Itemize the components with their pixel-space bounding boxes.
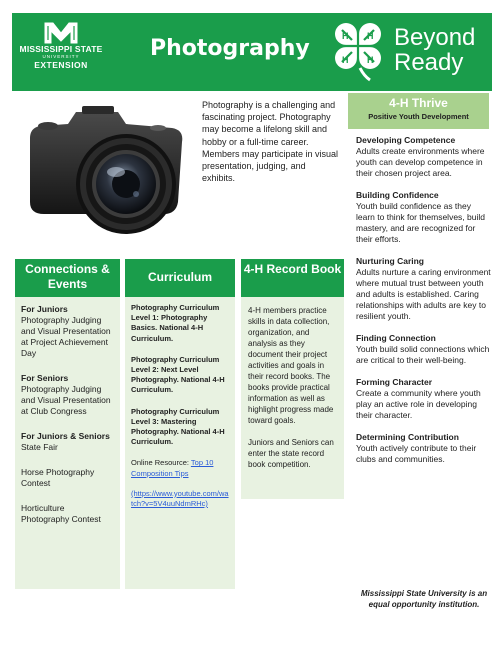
connection-section-juniors-seniors	[21, 431, 115, 453]
thrive-item-title: Nurturing Caring	[356, 256, 424, 266]
curriculum-heading: Curriculum	[125, 259, 235, 297]
equal-opportunity-note: Mississippi State University is an equal opportunity institution.	[360, 589, 488, 609]
page-title: Photography	[150, 36, 310, 61]
section-text: Photography Judging and Visual Presentation at Club Congress	[21, 384, 111, 416]
beyond-ready-brand	[394, 25, 475, 75]
thrive-heading-box	[348, 93, 489, 129]
msu-m-logo-icon	[43, 19, 79, 45]
thrive-item-text: Youth build confidence as they learn to think for themselves, build mastery, and are recognized for their efforts.	[356, 201, 485, 244]
svg-text:H: H	[367, 31, 374, 41]
curriculum-column	[125, 259, 235, 589]
thrive-item-title: Determining Contribution	[356, 432, 459, 442]
brand-line-1: Beyond	[394, 24, 476, 51]
thrive-item	[356, 377, 492, 421]
thrive-item	[356, 333, 492, 366]
thrive-item-title: Developing Competence	[356, 135, 456, 145]
section-text: Photography Judging and Visual Presentation at Project Achievement Day	[21, 315, 111, 358]
section-text: State Fair	[21, 442, 58, 452]
section-text: Horticulture Photography Contest	[21, 503, 101, 524]
section-text: Horse Photography Contest	[21, 467, 95, 488]
online-resource	[131, 458, 230, 478]
curriculum-level-3: Photography Curriculum Level 3: Mastering Photography. National 4-H Curriculum.	[131, 406, 225, 447]
thrive-item	[356, 135, 492, 179]
section-title: For Seniors	[21, 373, 69, 383]
camera-image	[22, 98, 194, 242]
thrive-item	[356, 190, 492, 245]
thrive-subtitle: Positive Youth Development	[368, 112, 469, 121]
thrive-item	[356, 432, 492, 465]
record-book-column	[241, 259, 344, 499]
connections-events-heading: Connections & Events	[15, 259, 120, 297]
composition-tips-link[interactable]: Top 10 Composition Tips	[131, 458, 214, 478]
thrive-item-text: Youth actively contribute to their clubs and communities.	[356, 443, 477, 464]
youtube-url-link[interactable]: (https://www.youtube.com/watch?v=5V4uuNdmRHc)	[131, 488, 229, 509]
thrive-title: 4-H Thrive	[389, 96, 448, 110]
thrive-item-title: Forming Character	[356, 377, 433, 387]
thrive-item-text: Create a community where youth play an active role in developing their character.	[356, 388, 481, 420]
curriculum-level-1: Photography Curriculum Level 1: Photography Basics. National 4-H Curriculum.	[131, 303, 220, 343]
4h-clover-icon	[330, 18, 386, 84]
record-book-paragraph: 4-H members practice skills in data collection, organization, and analysis as they document their project activities and goals in their record books. The books provide practical information as well as highlight progress made toward goals.	[248, 306, 334, 425]
thrive-item-text: Adults create environments where youth can develop competence in their chosen project area.	[356, 146, 485, 178]
msu-logo-name: MISSISSIPPI STATE	[19, 44, 103, 54]
section-title: For Juniors & Seniors	[21, 431, 110, 441]
connection-section-seniors	[21, 373, 115, 417]
record-book-heading: 4-H Record Book	[241, 259, 344, 297]
connection-horticulture-contest	[21, 503, 115, 525]
thrive-item-text: Youth build solid connections which are critical to their well-being.	[356, 344, 490, 365]
connection-section-juniors	[21, 304, 115, 359]
brand-line-2: Ready	[394, 49, 464, 76]
thrive-item	[356, 256, 492, 322]
msu-extension-logo	[18, 19, 104, 87]
thrive-list	[356, 135, 492, 476]
online-resource-prefix: Online Resource:	[131, 458, 191, 468]
record-book-paragraph: Juniors and Seniors can enter the state record book competition.	[248, 438, 334, 469]
msu-logo-university: UNIVERSITY	[42, 54, 80, 59]
thrive-item-text: Adults nurture a caring environment where mutual trust between youth and adults is established. Caring relationships with adults are key to resilient youth.	[356, 267, 491, 321]
svg-text:H: H	[367, 55, 374, 65]
header-banner	[12, 13, 492, 91]
section-title: For Juniors	[21, 304, 68, 314]
msu-logo-extension: EXTENSION	[34, 60, 88, 70]
connection-horse-contest	[21, 467, 115, 489]
connections-events-column	[15, 259, 120, 589]
intro-paragraph: Photography is a challenging and fascinating project. Photography may become a lifelong skill and hobby or a full-time career. Members may participate in visual presentation, judging, and exhibits.	[202, 100, 339, 184]
thrive-item-title: Building Confidence	[356, 190, 439, 200]
svg-text:H: H	[342, 55, 349, 65]
curriculum-level-2: Photography Curriculum Level 2: Next Level Photography. National 4-H Curriculum.	[131, 354, 225, 395]
svg-text:H: H	[342, 31, 349, 41]
thrive-item-title: Finding Connection	[356, 333, 436, 343]
